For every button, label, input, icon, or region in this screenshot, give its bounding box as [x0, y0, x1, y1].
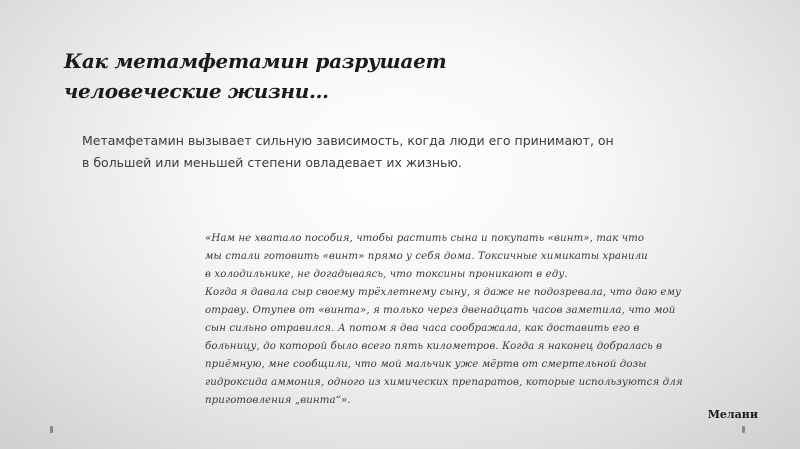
testimony-quote — [205, 230, 765, 410]
quote-line: больницу, до которой было всего пять километров. Когда я наконец добралась в — [205, 341, 663, 352]
slide-title-line-1: Как метамфетамин разрушает — [64, 49, 447, 73]
quote-line: отраву. Отупев от «винта», я только через двенадцать часов заметила, что мой — [205, 305, 676, 316]
quote-line: гидроксида аммония, одного из химических препаратов, которые используются для — [205, 377, 683, 388]
intro-line-1: Метамфетамин вызывает сильную зависимость, когда люди его принимают, он — [82, 133, 614, 148]
slide-title-line-2: человеческие жизни… — [64, 79, 329, 103]
quote-line: «Нам не хватало пособия, чтобы растить сына и покупать «винт», так что — [205, 233, 645, 244]
intro-paragraph — [82, 130, 682, 174]
quote-line: приготовления „винта“». — [205, 395, 351, 406]
quote-line: в холодильнике, не догадываясь, что токсины проникают в еду. — [205, 269, 568, 280]
slide-corner-marker-left — [50, 426, 53, 433]
quote-line: мы стали готовить «винт» прямо у себя дома. Токсичные химикаты хранили — [205, 251, 648, 262]
quote-line: сын сильно отравился. А потом я два часа соображала, как доставить его в — [205, 323, 640, 334]
quote-line: Когда я давала сыр своему трёхлетнему сыну, я даже не подозревала, что даю ему — [205, 287, 682, 298]
slide-title — [64, 46, 484, 106]
intro-line-2: в большей или меньшей степени овладевает их жизнью. — [82, 155, 462, 170]
quote-line: приёмную, мне сообщили, что мой мальчик уже мёртв от смертельной дозы — [205, 359, 647, 370]
slide-corner-marker-right — [742, 426, 745, 433]
quote-author: Мелани — [707, 408, 758, 421]
